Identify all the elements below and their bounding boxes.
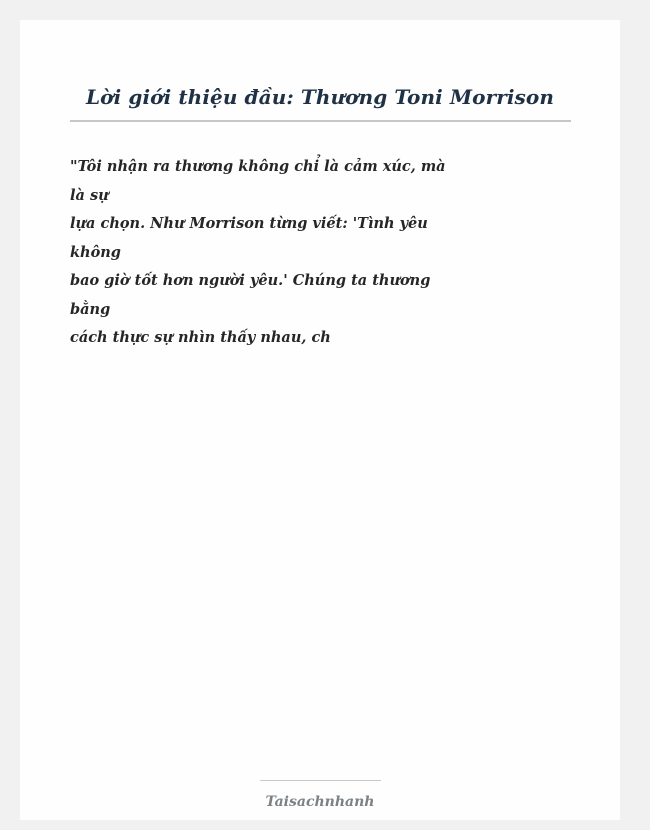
body-line: bằng: [70, 300, 111, 318]
footer-brand: Taisachnhanh: [265, 794, 375, 810]
body-line: không: [70, 243, 121, 261]
body-text: [70, 153, 446, 353]
document-page: [20, 20, 620, 820]
page-title: Lời giới thiệu đầu: Thương Toni Morrison: [86, 85, 554, 109]
body-line: cách thực sự nhìn thấy nhau, ch: [70, 329, 331, 346]
footer-divider: [260, 780, 381, 781]
title-divider: [70, 120, 571, 122]
body-line: lựa chọn. Như Morrison từng viết: 'Tình yêu: [70, 215, 428, 232]
body-line: bao giờ tốt hơn người yêu.' Chúng ta thương: [70, 272, 431, 289]
body-line: là sự: [70, 186, 109, 204]
body-line: "Tôi nhận ra thương không chỉ là cảm xúc, mà: [70, 158, 446, 175]
